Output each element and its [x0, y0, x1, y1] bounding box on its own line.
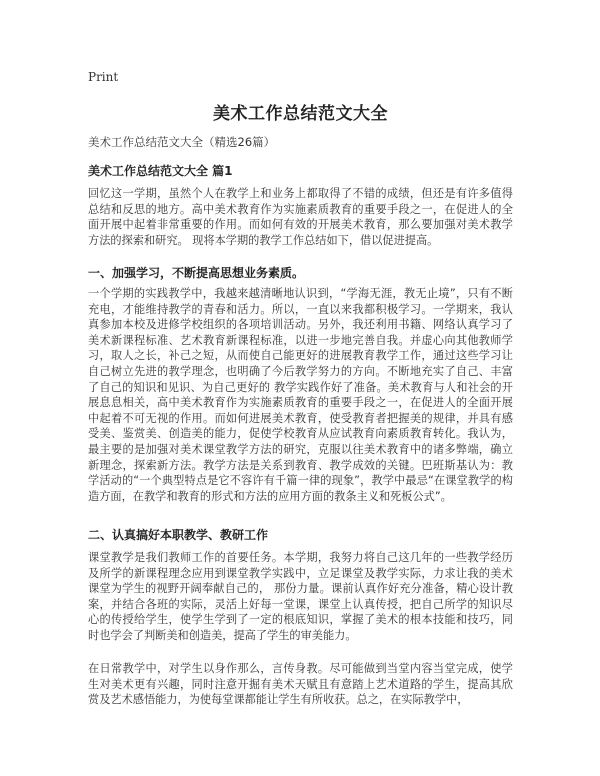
section-2-paragraph: 课堂教学是我们教师工作的首要任务。本学期，我努力将自己这几年的一些教学经历及所学的新课程理念应用到课堂教学实践中，立足课堂及教学实际，力求让我的美术课堂为学生的视野开阔奉献自己的， 那份力量。课前认真作好充分准备，精心设计教案，并结合各班的实际，灵活上好每一堂课，课堂上认真传授，把自己所学的知识尽心的传授给学生，使学生学到了一定的根底知识，掌握了美术的根本技能和技巧，同时也学会了判断美和创造美，提高了学生的审美能力。: [88, 551, 513, 642]
section-2-paragraph-2: 在日常教学中，对学生以身作那么，言传身教。尽可能做到当堂内容当堂完成，使学生对美术更有兴趣，同时注意开掘有美术天赋且有意踏上艺术道路的学生，提高其欣赏及艺术感悟能力，为使每堂课都能让学生有所收获。总之，在实际教学中，: [88, 662, 513, 707]
page-title: 美术工作总结范文大全: [213, 104, 388, 124]
document-subtitle: 美术工作总结范文大全（精选26篇）: [88, 135, 276, 149]
section-1-paragraph: 一个学期的实践教学中，我越来越清晰地认识到，“学海无涯，教无止境”，只有不断充电，才能维持教学的青春和活力。所以，一直以来我都积极学习。一学期来，我认真参加本校及进修学校组织的各项培训活动。另外，我还利用书籍、网络认真学习了美术新课程标准、艺术教育新课程标准，以进一步地完善自我。并虚心向其他教师学习，取人之长，补己之短，从而使自己能更好的进展教育教学工作，通过这些学习让自己树立先进的教学理念，也明确了今后教学努力的方向。不断地充实了自己、丰富了自己的知识和见识、为自己更好的 教学实践作好了准备。美术教育与人和社会的开展息息相关，高中美术教育作为实施素质教育的重要手段之一，在促进人的全面开展中起着不可无视的作用。而如何进展美术教育，使受教育者把握美的规律，并具有感受美、鉴赏美、创造美的能力，促使学校教育从应试教育向素质教育转化。我认为，最主要的是加强对美术课堂教学方法的研究，克服以往美术教育中的诸多弊端，确立新理念，探索新方法。教学方法是关系到教育、教学成效的关键。巴班斯基认为：教学活动的“一个典型特点是它不容许有千篇一律的现象”，教学中最忌“在课堂教学的构造方面，在教学和教育的形式和方法的应用方面的教条主义和死板公式”。: [88, 287, 513, 503]
article-heading: 美术工作总结范文大全 篇1: [88, 164, 233, 178]
intro-paragraph: 回忆这一学期，虽然个人在教学上和业务上都取得了不错的成绩，但还是有许多值得总结和反思的地方。高中美术教育作为实施素质教育的重要手段之一，在促进人的全面开展中起着非常重要的作用。而如何有效的开展美术教育，那么要加强对美术教学方法的探索和研究。 现将本学期的教学工作总结如下，借以促进提高。: [88, 187, 513, 247]
print-link[interactable]: Print: [88, 70, 119, 84]
section-heading-1: 一、加强学习，不断提高思想业务素质。: [88, 266, 305, 280]
section-heading-2: 二、认真搞好本职教学、教研工作: [88, 528, 269, 542]
